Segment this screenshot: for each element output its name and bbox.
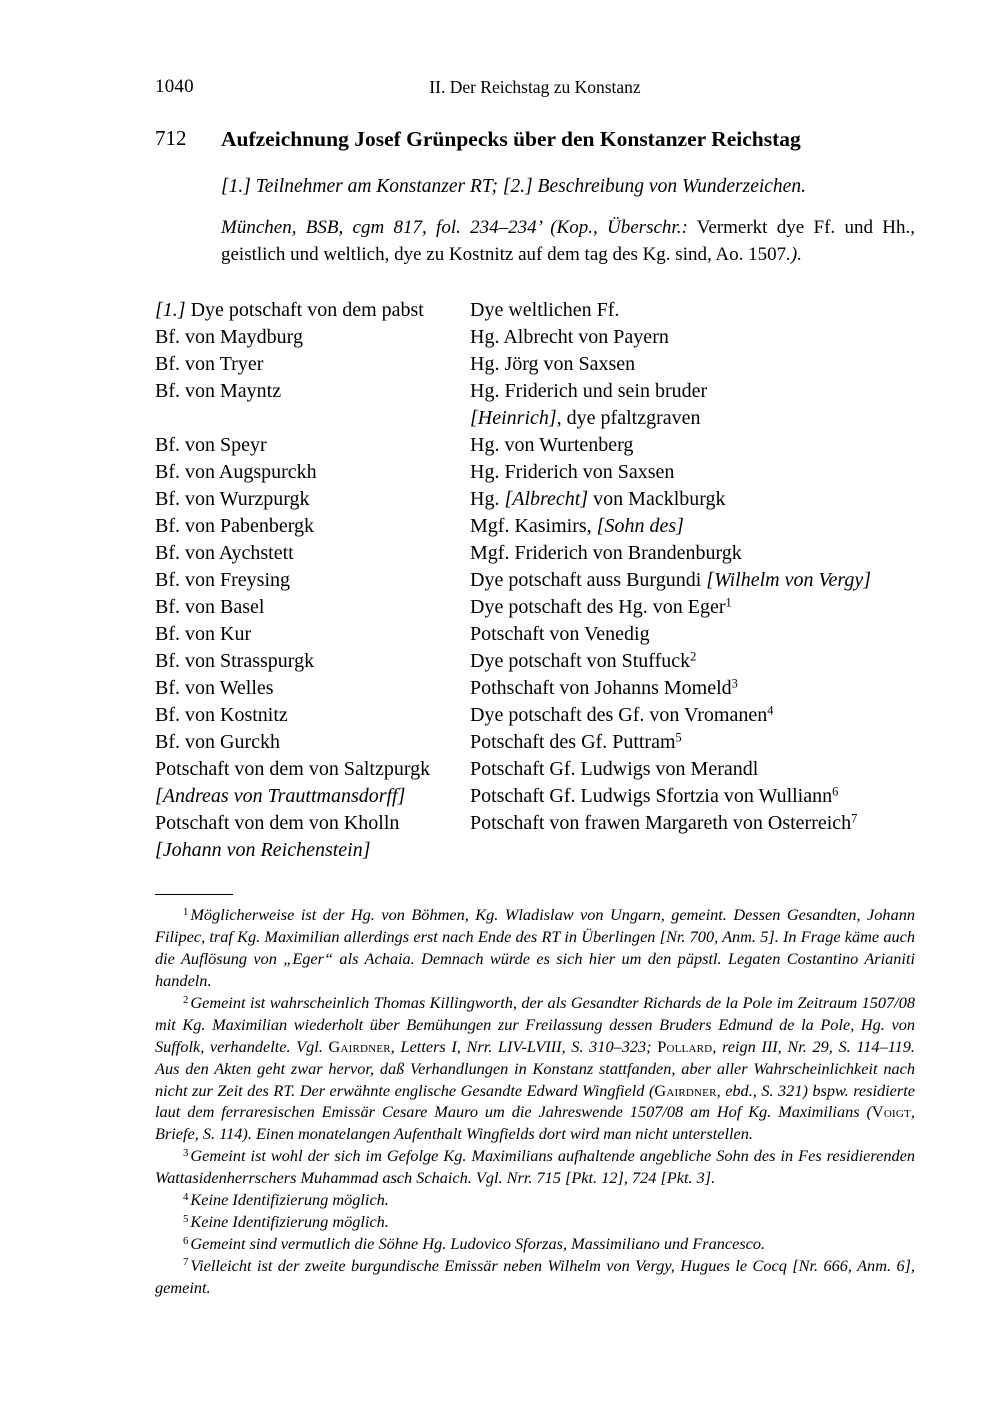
list-row: [155, 729, 915, 756]
participant-left: Bf. von Welles: [155, 677, 274, 700]
participant-left: Bf. von Kostnitz: [155, 704, 288, 727]
page-title: Aufzeichnung Josef Grünpecks über den Konstanzer Reichstag: [221, 127, 801, 151]
participant-right: Potschaft Gf. Ludwigs von Merandl: [470, 758, 759, 781]
footnote-separator-rule: [155, 894, 233, 895]
footnote-entry: $^5$ Keine Identifizierung möglich.: [183, 1211, 389, 1231]
participant-left: Bf. von Wurzpurgk: [155, 488, 310, 511]
list-row: [155, 837, 915, 864]
participant-right: Hg. Albrecht von Payern: [470, 326, 669, 349]
page-content: [155, 0, 915, 1299]
footnote-marker: 1: [183, 905, 189, 918]
participant-right: Pothschaft von Johanns Momeld$^3$: [470, 676, 738, 700]
running-head: [155, 76, 915, 106]
list-row: [155, 486, 915, 513]
list-row: [155, 810, 915, 837]
footnote-reference[interactable]: 1: [725, 595, 732, 610]
footnote-marker: 2: [183, 993, 189, 1006]
document-title-block: [155, 126, 915, 156]
list-row: [155, 702, 915, 729]
footnote-marker: 5: [183, 1212, 189, 1225]
participant-left: Bf. von Strasspurgk: [155, 650, 315, 673]
footnote-reference[interactable]: 4: [767, 703, 774, 718]
list-row: [155, 675, 915, 702]
section-marker: [1.]: [155, 299, 186, 322]
footnote-entry: $^6$ Gemeint sind vermutlich die Söhne Hg. Ludovico Sforzas, Massimiliano und Francesco.: [183, 1233, 766, 1253]
footnote-reference[interactable]: 6: [832, 784, 839, 799]
footnote-marker: 4: [183, 1190, 189, 1203]
list-row: [155, 378, 915, 405]
cited-author: Voigt: [871, 1102, 911, 1122]
participant-right: Potschaft des Gf. Puttram$^5$: [470, 730, 682, 754]
participant-right: Dye potschaft des Gf. von Vromanen$^4$: [470, 703, 774, 727]
participant-left: Bf. von Tryer: [155, 353, 264, 376]
source-closing: .).: [786, 244, 802, 266]
participant-left: Bf. von Maydburg: [155, 326, 303, 349]
participant-right: Mgf. Kasimirs, [Sohn des]: [470, 515, 684, 538]
participant-right: Potschaft Gf. Ludwigs Sfortzia von Wulliann$^6$: [470, 784, 839, 808]
footnote-apparatus: [155, 894, 915, 1298]
list-row: [155, 459, 915, 486]
right-column-heading: Dye weltlichen Ff.: [470, 299, 620, 322]
participant-left: Bf. von Gurckh: [155, 731, 280, 754]
editorial-insertion: [Albrecht]: [504, 488, 589, 511]
editorial-insertion: [Wilhelm von Vergy]: [706, 569, 872, 592]
page-number: 1040: [155, 76, 194, 97]
participant-left: Potschaft von dem von Kholln: [155, 812, 400, 835]
footnote-reference[interactable]: 2: [690, 649, 697, 664]
list-row: [155, 324, 915, 351]
participant-left: Bf. von Kur: [155, 623, 252, 646]
footnote-list: [155, 904, 915, 1298]
participant-left: Bf. von Augspurckh: [155, 461, 317, 484]
footnote-entry: $^2$ Gemeint ist wahrscheinlich Thomas Killingworth, der als Gesandter Richards de la Pole im Zeitraum 1507/08 mit Kg. Maximilian wiederholt über Bemühungen zur Freilassung dessen Bruders Edmund de la Pole, Hg. von Suffolk, verhandelte. Vgl. Gairdner, Letters I, Nrr. LIV-LVIII, S. 310–323; Pollard, reign III, Nr. 29, S. 114–119. Aus den Akten geht zwar hervor, daß Verhandlungen in Konstanz stattfanden, aber aller Wahrscheinlichkeit nach nicht zur Zeit des RT. Der erwähnte englische Gesandte Edward Wingfield (Gairdner, ebd., S. 321) bspw. residierte laut dem ferraresischen Emissär Cesare Mauro um die Jahreswende 1507/08 am Hof Kg. Maximilians (Voigt, Briefe, S. 114). Einen monatelangen Aufenthalt Wingfields dort wird man nicht unterstellen.: [155, 992, 915, 1144]
footnote-entry: $^7$ Vielleicht ist der zweite burgundische Emissär neben Wilhelm von Vergy, Hugues le Cocq [Nr. 666, Anm. 6], gemeint.: [155, 1255, 915, 1297]
participant-left: [155, 837, 371, 864]
participant-right: Dye potschaft des Hg. von Eger$^1$: [470, 595, 732, 619]
regest-summary: [1.] Teilnehmer am Konstanzer RT; [2.] Beschreibung von Wunderzeichen.: [221, 176, 806, 197]
list-row: [155, 540, 915, 567]
participant-right: Potschaft von Venedig: [470, 623, 650, 646]
footnote-reference[interactable]: 7: [851, 811, 858, 826]
participant-left: Bf. von Mayntz: [155, 380, 282, 403]
list-row: [155, 513, 915, 540]
footnote-entry: $^4$ Keine Identifizierung möglich.: [183, 1190, 389, 1210]
participant-right: Dye potschaft auss Burgundi [Wilhelm von Vergy]: [470, 569, 872, 592]
editorial-insertion: [Sohn des]: [596, 515, 684, 538]
participant-left: Bf. von Aychstett: [155, 542, 294, 565]
list-row: [155, 351, 915, 378]
participant-left: Bf. von Freysing: [155, 569, 290, 592]
list-row: [155, 648, 915, 675]
participant-right: Potschaft von frawen Margareth von Osterreich$^7$: [470, 811, 858, 835]
participant-right: Hg. Jörg von Saxsen: [470, 353, 636, 376]
source-reference: [221, 215, 915, 269]
footnote-entry: $^3$ Gemeint ist wohl der sich im Gefolge Kg. Maximilians aufhaltende angebliche Sohn des in Fes residierenden Wattasidenherrschers Muhammad asch Schaich. Vgl. Nrr. 715 [Pkt. 12], 724 [Pkt. 3].: [155, 1146, 915, 1188]
source-manuscript: München, BSB, cgm 817, fol. 234–234’ (Kop., Überschr.:: [221, 217, 688, 239]
footnote-reference[interactable]: 3: [731, 676, 738, 691]
participant-right: Hg. Friderich und sein bruder: [470, 380, 708, 403]
participant-list: [155, 297, 915, 864]
list-row: [155, 783, 915, 810]
footnote-marker: 6: [183, 1234, 189, 1247]
footnote-entry: $^1$ Möglicherweise ist der Hg. von Böhmen, Kg. Wladislaw von Ungarn, gemeint. Dessen Gesandten, Johann Filipec, traf Kg. Maximilian allerdings erst nach Ende des RT in Überlingen [Nr. 700, Anm. 5]. In Frage käme auch die Auflösung von „Eger“ als Achaia. Demnach würde es sich hier um den päpstl. Legaten Costantino Arianiti handeln.: [155, 905, 915, 990]
participant-rows: [155, 324, 915, 864]
participant-right: Hg. [Albrecht] von Macklburgk: [470, 488, 726, 511]
list-row: [155, 621, 915, 648]
editorial-insertion: [Heinrich]: [470, 407, 557, 430]
cited-author: Gairdner: [328, 1036, 391, 1056]
footnote-reference[interactable]: 5: [675, 730, 682, 745]
cited-author: Pollard: [657, 1036, 713, 1056]
list-row: [155, 594, 915, 621]
editorial-insertion: [Andreas von Trauttmansdorff]: [155, 785, 406, 808]
participant-right: [Heinrich], dye pfaltzgraven: [470, 407, 701, 430]
participant-left: [155, 783, 405, 810]
participant-left: Potschaft von dem von Saltzpurgk: [155, 758, 431, 781]
list-row: [155, 567, 915, 594]
running-head-title: II. Der Reichstag zu Konstanz: [429, 77, 641, 97]
left-column-heading: [155, 297, 424, 324]
left-heading-text: Dye potschaft von dem pabst: [185, 299, 424, 322]
editorial-insertion: [Johann von Reichenstein]: [155, 839, 371, 862]
footnote-marker: 7: [183, 1256, 189, 1269]
document-number: 712: [155, 126, 187, 150]
list-row: [155, 432, 915, 459]
participant-right: Hg. Friderich von Saxsen: [470, 461, 675, 484]
participant-right: Dye potschaft von Stuffuck$^2$: [470, 649, 697, 673]
participant-right: Hg. von Wurtenberg: [470, 434, 634, 457]
participant-left: Bf. von Speyr: [155, 434, 267, 457]
list-row: [155, 756, 915, 783]
footnote-marker: 3: [183, 1146, 189, 1159]
list-row: [155, 297, 915, 324]
list-row: [155, 405, 915, 432]
cited-author: Gairdner: [654, 1080, 717, 1100]
source-transcription: Vermerkt dye Ff. und Hh., geistlich und weltlich, dye zu Kostnitz auf dem tag des Kg. sind, Ao. 1507: [221, 217, 915, 266]
participant-right: Mgf. Friderich von Brandenburgk: [470, 542, 742, 565]
participant-left: Bf. von Basel: [155, 596, 265, 619]
participant-left: Bf. von Pabenbergk: [155, 515, 315, 538]
